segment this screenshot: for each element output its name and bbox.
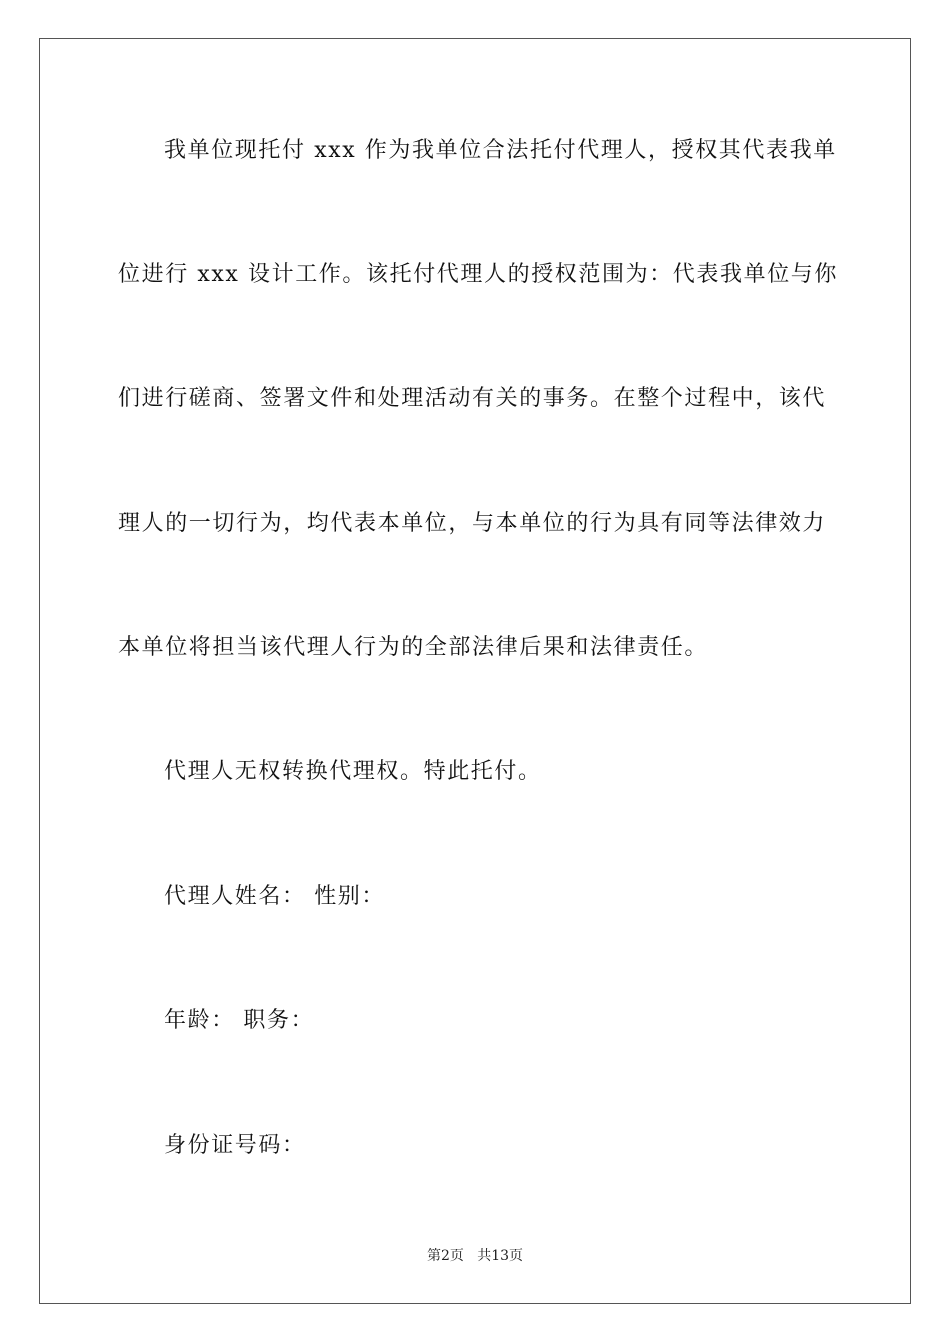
page-number: 第2页 共13页	[426, 1248, 524, 1264]
body-line: 们进行磋商、签署文件和处理活动有关的事务。在整个过程中，该代	[118, 386, 827, 411]
body-line: 我单位现托付 xxx 作为我单位合法托付代理人，授权其代表我单	[164, 138, 837, 163]
body-line: 代理人无权转换代理权。特此托付。	[164, 759, 542, 784]
agent-id-number-line: 身份证号码：	[164, 1133, 306, 1158]
body-line: 本单位将担当该代理人行为的全部法律后果和法律责任。	[118, 635, 709, 660]
body-line: 理人的一切行为，均代表本单位，与本单位的行为具有同等法律效力	[118, 511, 827, 536]
agent-name-gender-line: 代理人姓名： 性别：	[164, 884, 385, 909]
page-frame	[39, 38, 911, 1304]
agent-age-position-line: 年龄： 职务：	[164, 1008, 315, 1033]
body-line: 位进行 xxx 设计工作。该托付代理人的授权范围为：代表我单位与你	[118, 262, 839, 287]
